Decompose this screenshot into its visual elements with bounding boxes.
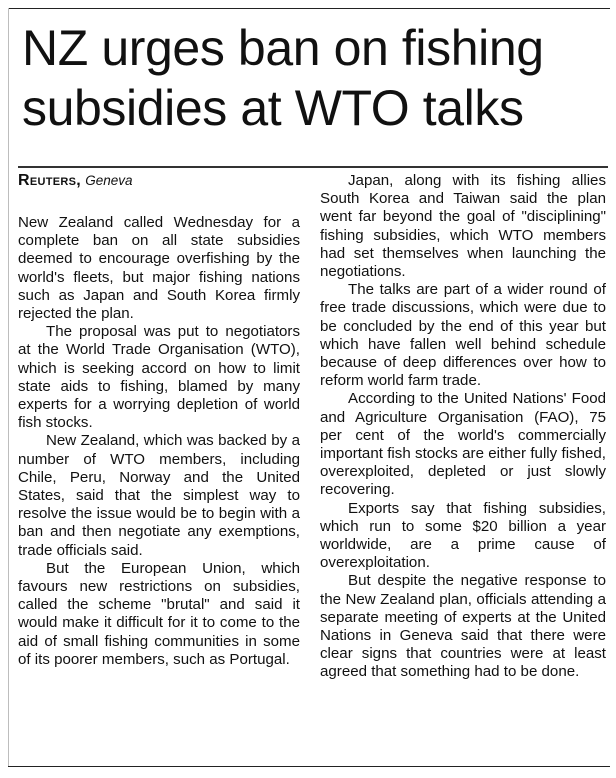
paragraph: New Zealand, which was backed by a number of WTO members, including Chile, Peru, Norway and the United States, said that the simplest way to resolve the issue would be to begin with a ban and then negotiate any exemptions, trade officials said. <box>18 432 300 559</box>
bottom-rule <box>8 766 610 767</box>
paragraph: Japan, along with its fishing allies South Korea and Taiwan said the plan went far beyond the goal of "disciplining" fishing subsidies, which WTO members had set themselves when launching the negotiations. <box>320 172 606 281</box>
paragraph: But despite the negative response to the New Zealand plan, officials attending a separate meeting of experts at the United Nations in Geneva said that there were clear signs that countries were at least agreed that something had to be done. <box>320 572 606 681</box>
paragraph: The talks are part of a wider round of free trade discussions, which were due to be concluded by the end of this year but which have fallen well behind schedule because of deep differences over how to reform world farm trade. <box>320 281 606 390</box>
paragraph: According to the United Nations' Food and Agriculture Organisation (FAO), 75 per cent of the world's commercially important fish stocks are either fully fished, overexploited, depleted or just slowly recovering. <box>320 390 606 499</box>
headline-divider <box>18 166 608 168</box>
byline-city: Geneva <box>85 173 133 188</box>
byline <box>18 172 300 190</box>
column-left <box>18 172 300 669</box>
paragraph: New Zealand called Wednesday for a complete ban on all state subsidies deemed to encourage overfishing by the world's fleets, but major fishing nations such as Japan and South Korea firmly rejected the plan. <box>18 214 300 323</box>
paragraph: The proposal was put to negotiators at the World Trade Organisation (WTO), which is seeking accord on how to limit state aids to fishing, blamed by many experts for a worrying depletion of world fish stocks. <box>18 323 300 432</box>
byline-agency: Reuters, <box>18 172 82 189</box>
paragraph: Exports say that fishing subsidies, which run to some $20 billion a year worldwide, are a prime cause of overexploitation. <box>320 499 606 572</box>
column-right <box>320 172 606 682</box>
headline-line-1: NZ urges ban on fishing <box>22 20 544 76</box>
headline-line-2: subsidies at WTO talks <box>22 80 524 136</box>
headline <box>22 18 607 138</box>
paragraph: But the European Union, which favours new restrictions on subsidies, called the scheme "brutal" and said it would make it difficult for it to come to the aid of small fishing communities in some of its poorer members, such as Portugal. <box>18 559 300 668</box>
article-body <box>18 172 608 762</box>
